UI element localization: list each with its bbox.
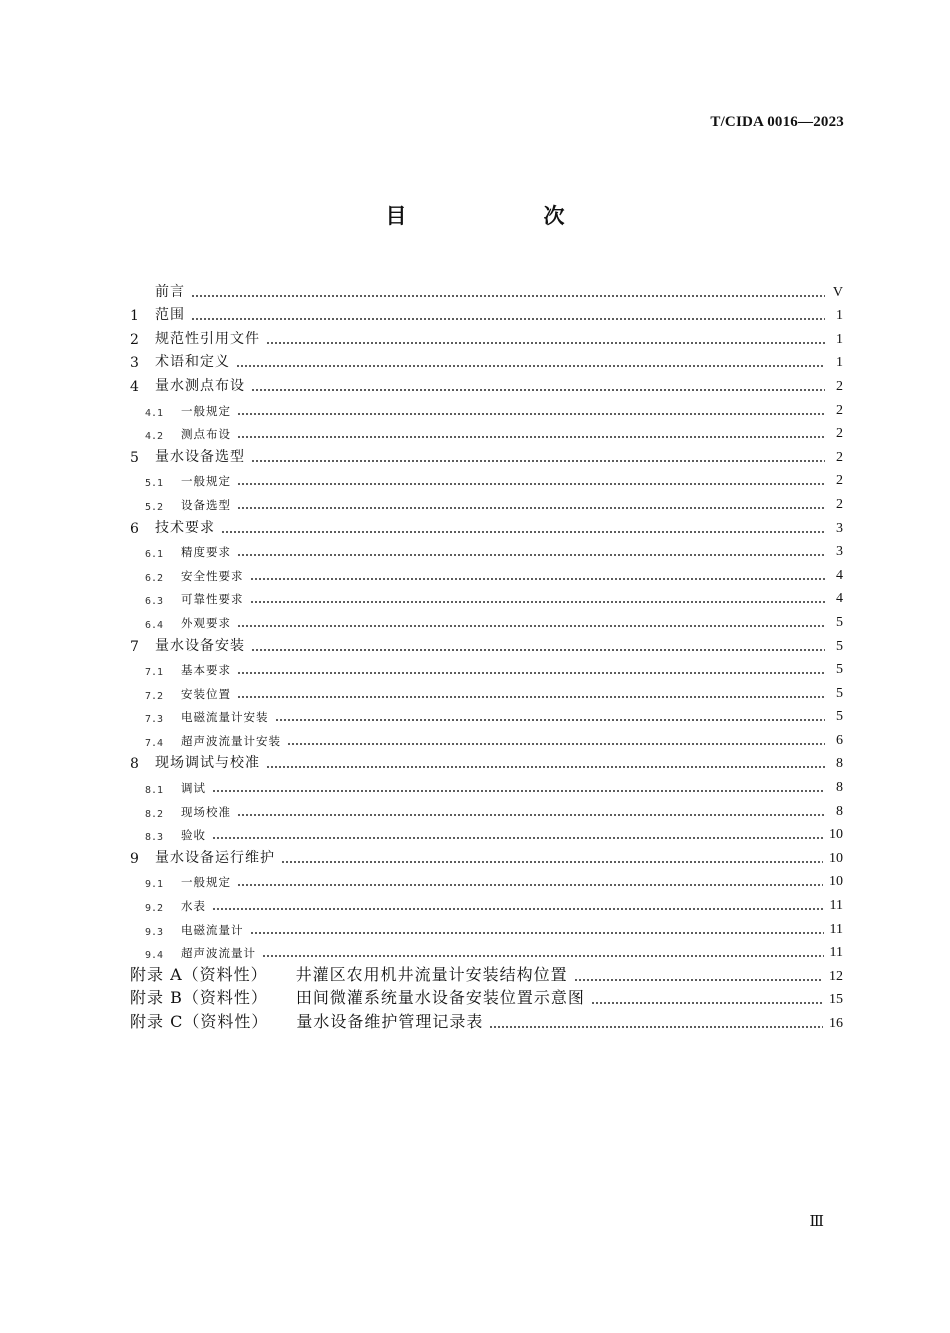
toc-entry[interactable] <box>130 985 843 1009</box>
toc-entry-page: 5 <box>836 685 843 701</box>
toc-entry-number: 8.2 <box>145 808 164 820</box>
toc-entry[interactable] <box>130 1008 843 1032</box>
toc-entry-number: 2 <box>130 331 139 348</box>
toc-entry-label: 基本要求 <box>181 663 231 678</box>
dot-leader <box>251 389 825 391</box>
toc-entry-page: 4 <box>836 567 843 583</box>
toc-entry-page: 12 <box>829 968 843 984</box>
toc-entry-number: 6.4 <box>145 619 164 631</box>
toc-entry-label: 量水设备维护管理记录表 <box>296 1012 484 1031</box>
toc-entry-page: 8 <box>836 780 843 796</box>
toc-entry[interactable] <box>130 442 843 466</box>
toc-entry-page: 10 <box>829 874 843 890</box>
toc-entry[interactable] <box>130 678 843 702</box>
toc-entry-number: 附录 A（资料性） <box>130 964 268 984</box>
toc-entry[interactable] <box>130 277 843 301</box>
toc-entry-number: 附录 B（资料性） <box>130 988 268 1008</box>
toc-entry-label: 精度要求 <box>181 545 231 560</box>
toc-entry[interactable] <box>130 890 843 914</box>
toc-entry[interactable] <box>130 560 843 584</box>
dot-leader <box>237 413 825 415</box>
toc-entry-label: 范围 <box>155 307 185 324</box>
toc-entry-number: 7.1 <box>145 667 164 679</box>
toc-entry-page: 16 <box>829 1016 843 1031</box>
toc-entry[interactable] <box>130 961 843 985</box>
toc-entry-label: 电磁流量计安装 <box>181 710 269 725</box>
toc-entry-page: 5 <box>836 614 843 630</box>
dot-leader <box>236 365 825 367</box>
toc-entry-label: 量水设备选型 <box>155 448 245 465</box>
toc-entry[interactable] <box>130 301 843 325</box>
dot-leader <box>275 719 826 721</box>
toc-entry[interactable] <box>130 607 843 631</box>
dot-leader <box>237 554 825 556</box>
toc-entry[interactable] <box>130 348 843 372</box>
dot-leader <box>237 696 825 698</box>
dot-leader <box>262 955 824 957</box>
page-number: Ⅲ <box>809 1214 824 1230</box>
toc-entry-number: 8.1 <box>145 785 164 797</box>
dot-leader <box>212 837 823 839</box>
dot-leader <box>191 318 825 320</box>
toc-entry-label: 验收 <box>181 828 206 843</box>
toc-entry-number: 附录 C（资料性） <box>130 1012 269 1031</box>
toc-entry-label: 一般规定 <box>181 403 231 418</box>
toc-entry-page: 10 <box>829 850 843 866</box>
toc-entry-number: 5.2 <box>145 501 164 513</box>
toc-entry-page: 8 <box>836 803 843 819</box>
toc-entry-number: 9 <box>130 850 139 867</box>
dot-leader <box>237 814 825 816</box>
toc-entry-page: 1 <box>836 355 843 371</box>
toc-entry-number: 6.1 <box>145 549 164 561</box>
toc-entry[interactable] <box>130 371 843 395</box>
toc-entry-page: 4 <box>836 591 843 607</box>
dot-leader <box>251 460 825 462</box>
toc-entry-label: 现场校准 <box>181 804 231 819</box>
toc-entry-number: 5.1 <box>145 478 164 490</box>
toc-entry-label: 术语和定义 <box>155 354 230 371</box>
dot-leader <box>250 601 826 603</box>
toc-entry-label: 安装位置 <box>181 686 231 701</box>
toc-entry-label: 调试 <box>181 781 206 796</box>
toc-entry-label: 电磁流量计 <box>181 922 244 937</box>
toc-entry-number: 6.3 <box>145 596 164 608</box>
toc-entry-label: 量水设备运行维护 <box>155 849 275 866</box>
toc-entry-page: 6 <box>836 732 843 748</box>
toc-entry-number: 9.4 <box>145 950 164 962</box>
toc-entry-number: 7.3 <box>145 714 164 726</box>
toc-entry-label: 前言 <box>155 283 185 300</box>
toc-entry-number: 8 <box>130 756 139 773</box>
dot-leader <box>237 672 825 674</box>
toc-entry-label: 测点布设 <box>181 427 231 442</box>
dot-leader <box>287 743 825 745</box>
toc-entry-number: 4.2 <box>145 431 164 443</box>
dot-leader <box>250 578 826 580</box>
dot-leader <box>574 979 823 981</box>
toc-entry-number: 9.1 <box>145 879 164 891</box>
dot-leader <box>266 342 825 344</box>
toc-entry-page: 2 <box>836 378 843 394</box>
toc-entry-label: 量水测点布设 <box>155 377 245 394</box>
toc-entry[interactable] <box>130 702 843 726</box>
toc-entry-label: 外观要求 <box>181 615 231 630</box>
toc-entry[interactable] <box>130 749 843 773</box>
toc-entry-label: 田间微灌系统量水设备安装位置示意图 <box>295 988 585 1008</box>
dot-leader <box>237 884 823 886</box>
toc-entry-page: 2 <box>836 473 843 489</box>
toc-entry-number: 9.3 <box>145 926 164 938</box>
dot-leader <box>251 649 825 651</box>
toc-entry-number: 1 <box>130 308 139 325</box>
dot-leader <box>237 483 825 485</box>
toc-entry[interactable] <box>130 584 843 608</box>
toc-entry-label: 量水设备安装 <box>155 637 245 654</box>
toc-entry-label: 超声波流量计 <box>181 946 256 961</box>
toc-entry-page: 11 <box>829 898 843 914</box>
toc-entry-label: 超声波流量计安装 <box>181 733 281 748</box>
toc-entry[interactable] <box>130 631 843 655</box>
toc-entry-page: 2 <box>836 449 843 465</box>
toc-entry-label: 设备选型 <box>181 497 231 512</box>
toc-entry-page: V <box>832 284 843 300</box>
toc-entry-page: 1 <box>836 331 843 347</box>
toc-entry[interactable] <box>130 324 843 348</box>
toc-entry-label: 一般规定 <box>181 875 231 890</box>
page-title: 目 次 <box>385 203 623 228</box>
toc-entry-page: 1 <box>836 308 843 324</box>
toc-entry[interactable] <box>130 843 843 867</box>
toc-entry-number: 4 <box>130 378 139 395</box>
toc-entry-number: 7.2 <box>145 690 164 702</box>
dot-leader <box>212 908 824 910</box>
toc-entry-page: 2 <box>836 426 843 442</box>
toc-entry-page: 2 <box>836 402 843 418</box>
toc-entry-label: 技术要求 <box>155 519 215 536</box>
toc-entry[interactable] <box>130 489 843 513</box>
toc-entry[interactable] <box>130 772 843 796</box>
toc-entry-label: 安全性要求 <box>181 568 244 583</box>
table-of-contents <box>130 277 843 1032</box>
toc-entry-page: 3 <box>836 544 843 560</box>
toc-entry-page: 5 <box>836 638 843 654</box>
dot-leader <box>191 295 825 297</box>
toc-entry-label: 井灌区农用机井流量计安装结构位置 <box>295 964 568 984</box>
dot-leader <box>489 1026 823 1028</box>
dot-leader <box>237 436 825 438</box>
toc-entry-number: 7 <box>130 638 139 655</box>
toc-entry-page: 11 <box>829 945 843 961</box>
toc-entry[interactable] <box>130 419 843 443</box>
toc-entry[interactable] <box>130 820 843 844</box>
document-code: T/CIDA 0016—2023 <box>710 114 844 130</box>
toc-entry[interactable] <box>130 796 843 820</box>
toc-entry-page: 10 <box>829 827 843 843</box>
toc-entry-page: 5 <box>836 662 843 678</box>
dot-leader <box>212 790 825 792</box>
toc-entry-page: 3 <box>836 520 843 536</box>
dot-leader <box>266 766 825 768</box>
dot-leader <box>281 861 823 863</box>
toc-entry-label: 可靠性要求 <box>181 592 244 607</box>
dot-leader <box>221 531 825 533</box>
toc-entry-page: 8 <box>836 756 843 772</box>
toc-entry-number: 6 <box>130 520 139 537</box>
toc-entry-page: 11 <box>829 921 843 937</box>
dot-leader <box>237 507 825 509</box>
toc-entry-number: 5 <box>130 449 139 466</box>
toc-entry-page: 2 <box>836 496 843 512</box>
toc-entry-number: 4.1 <box>145 407 164 419</box>
toc-entry[interactable] <box>130 537 843 561</box>
toc-entry[interactable] <box>130 655 843 679</box>
toc-entry[interactable] <box>130 395 843 419</box>
toc-entry-page: 5 <box>836 709 843 725</box>
dot-leader <box>237 625 825 627</box>
toc-entry-label: 现场调试与校准 <box>155 755 260 772</box>
toc-entry-number: 6.2 <box>145 572 164 584</box>
toc-entry[interactable] <box>130 938 843 962</box>
toc-entry[interactable] <box>130 867 843 891</box>
toc-entry[interactable] <box>130 513 843 537</box>
toc-entry-number: 3 <box>130 355 139 372</box>
dot-leader <box>250 932 824 934</box>
toc-entry-label: 规范性引用文件 <box>155 330 260 347</box>
toc-entry-number: 7.4 <box>145 737 164 749</box>
toc-entry[interactable] <box>130 466 843 490</box>
toc-entry-number: 9.2 <box>145 903 164 915</box>
toc-entry[interactable] <box>130 725 843 749</box>
dot-leader <box>591 1002 823 1004</box>
toc-entry-label: 水表 <box>181 899 206 914</box>
toc-entry-number: 8.3 <box>145 832 164 844</box>
toc-entry-page: 15 <box>829 992 843 1008</box>
toc-entry-label: 一般规定 <box>181 474 231 489</box>
toc-entry[interactable] <box>130 914 843 938</box>
